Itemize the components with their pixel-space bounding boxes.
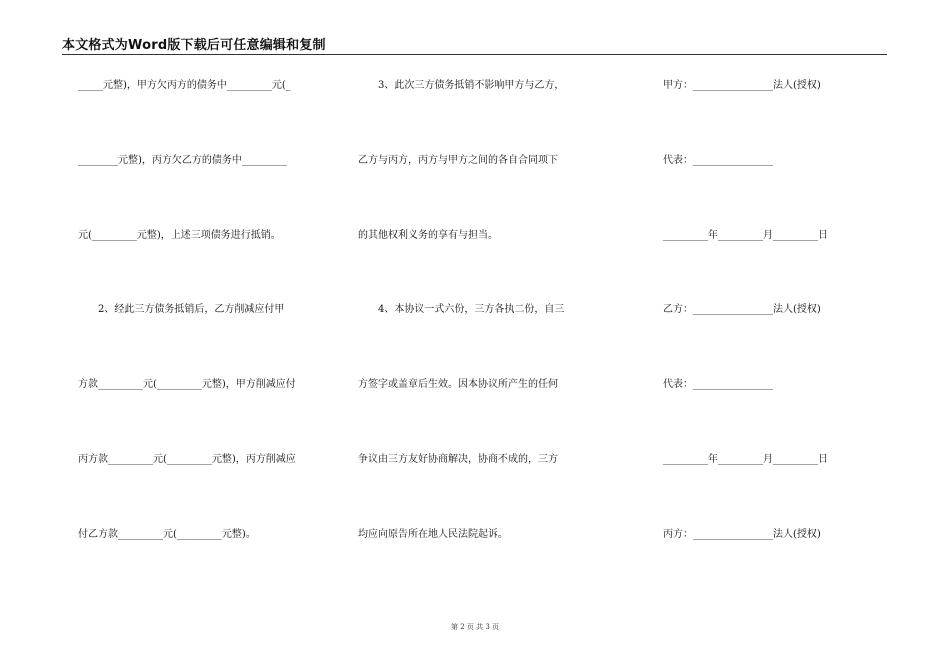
middle-line-6: 争议由三方友好协商解决，协商不成的，三方 xyxy=(358,454,558,465)
left-line-4: 2、经此三方债务抵销后，乙方削减应付甲 xyxy=(78,304,285,315)
left-line-7: 付乙方款_________元(_________元整)。 xyxy=(78,529,256,540)
signature-party-b: 乙方：________________法人(授权) xyxy=(663,304,821,315)
document-header xyxy=(62,34,887,55)
left-line-1: _____元整)，甲方欠丙方的债务中_________元(_ xyxy=(78,80,291,91)
middle-line-7: 均应向原告所在地人民法院起诉。 xyxy=(358,529,508,540)
date-line-b: _________年_________月_________日 xyxy=(663,454,828,465)
representative-a: 代表：________________ xyxy=(663,155,773,166)
left-line-6: 丙方款_________元(_________元整)，丙方削减应 xyxy=(78,454,296,465)
middle-line-1: 3、此次三方债务抵销不影响甲方与乙方， xyxy=(358,80,565,91)
signature-party-c: 丙方：________________法人(授权) xyxy=(663,529,821,540)
representative-b: 代表：________________ xyxy=(663,379,773,390)
middle-line-2: 乙方与丙方，丙方与甲方之间的各自合同项下 xyxy=(358,155,558,166)
date-line-a: _________年_________月_________日 xyxy=(663,230,828,241)
middle-line-4: 4、本协议一式六份，三方各执二份，自三 xyxy=(358,304,565,315)
left-line-3: 元(_________元整)，上述三项债务进行抵销。 xyxy=(78,230,281,241)
signature-party-a: 甲方：________________法人(授权) xyxy=(663,80,821,91)
header-title: 本文格式为Word版下载后可任意编辑和复制 xyxy=(62,38,326,53)
left-line-5: 方款_________元(_________元整)，甲方削减应付 xyxy=(78,379,296,390)
middle-line-3: 的其他权利义务的享有与担当。 xyxy=(358,230,498,241)
page-number: 第 2 页 共 3 页 xyxy=(450,623,500,631)
middle-line-5: 方签字或盖章后生效。因本协议所产生的任何 xyxy=(358,379,558,390)
left-line-2: ________元整)，丙方欠乙方的债务中_________ xyxy=(78,155,287,166)
